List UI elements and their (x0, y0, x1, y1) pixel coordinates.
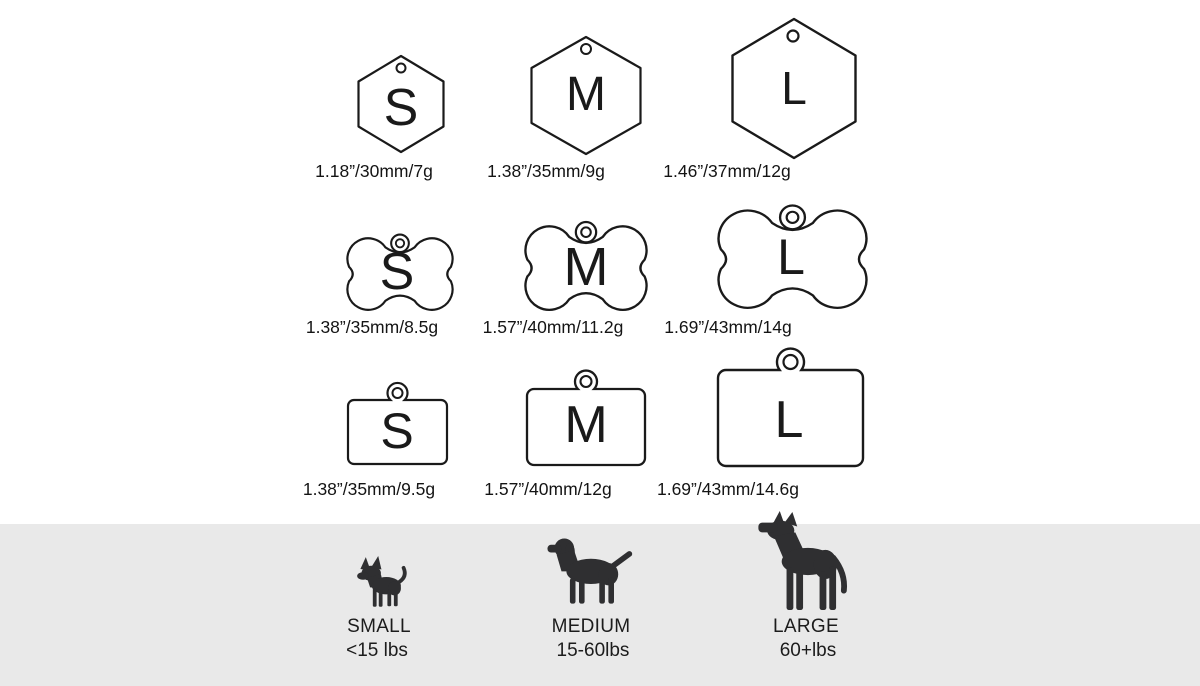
size-guide-label-large: LARGE (773, 616, 839, 637)
tag-letter: M (564, 396, 608, 454)
tag-dimensions: 1.69”/43mm/14g (664, 317, 792, 337)
tag-hole-icon (788, 31, 799, 42)
tag-letter: S (383, 79, 419, 137)
hexagon-tag-medium (530, 36, 642, 155)
tag-dimensions: 1.57”/40mm/11.2g (482, 317, 624, 337)
tag-letter: M (563, 237, 609, 297)
size-guide-weight-large: 60+lbs (779, 640, 837, 661)
rectangle-tag-small (346, 382, 449, 466)
tag-hole-icon (581, 44, 591, 54)
tag-hole-icon (787, 212, 799, 223)
tag-dimensions: 1.38”/35mm/8.5g (305, 317, 439, 337)
hexagon-tag-large (731, 18, 857, 159)
size-guide-label-medium: MEDIUM (551, 616, 631, 637)
tag-dimensions: 1.57”/40mm/12g (484, 479, 612, 499)
tag-hole-icon (784, 355, 798, 369)
rectangle-tag-large (716, 356, 865, 468)
tag-letter: L (777, 229, 805, 285)
tag-hole-icon (393, 388, 403, 398)
size-guide-weight-medium: 15-60lbs (556, 640, 630, 661)
tag-letter: S (380, 403, 414, 459)
tag-letter: L (781, 62, 807, 114)
tag-letter: L (774, 391, 804, 449)
tag-dimensions: 1.46”/37mm/12g (663, 161, 791, 181)
hexagon-tag-small (357, 55, 445, 153)
bone-tag-medium (525, 219, 647, 310)
rectangle-tag-medium (525, 370, 647, 467)
size-guide-weight-small: <15 lbs (346, 640, 408, 661)
great-dane-icon (756, 511, 854, 612)
labrador-icon (546, 535, 633, 605)
tag-dimensions: 1.38”/35mm/9.5g (302, 479, 436, 499)
tag-dimensions: 1.69”/43mm/14.6g (656, 479, 800, 499)
tag-letter: M (566, 68, 606, 121)
tag-hole-icon (581, 376, 592, 387)
tag-dimensions: 1.38”/35mm/9g (487, 161, 605, 181)
tag-dimensions: 1.18”/30mm/7g (315, 161, 433, 181)
bone-tag-small (347, 232, 453, 310)
tag-hole-icon (581, 227, 591, 237)
tag-letter: S (379, 243, 415, 301)
bone-tag-large (718, 202, 867, 308)
tag-hole-icon (397, 64, 406, 73)
size-guide-label-small: SMALL (347, 616, 411, 637)
chihuahua-icon (355, 556, 409, 610)
